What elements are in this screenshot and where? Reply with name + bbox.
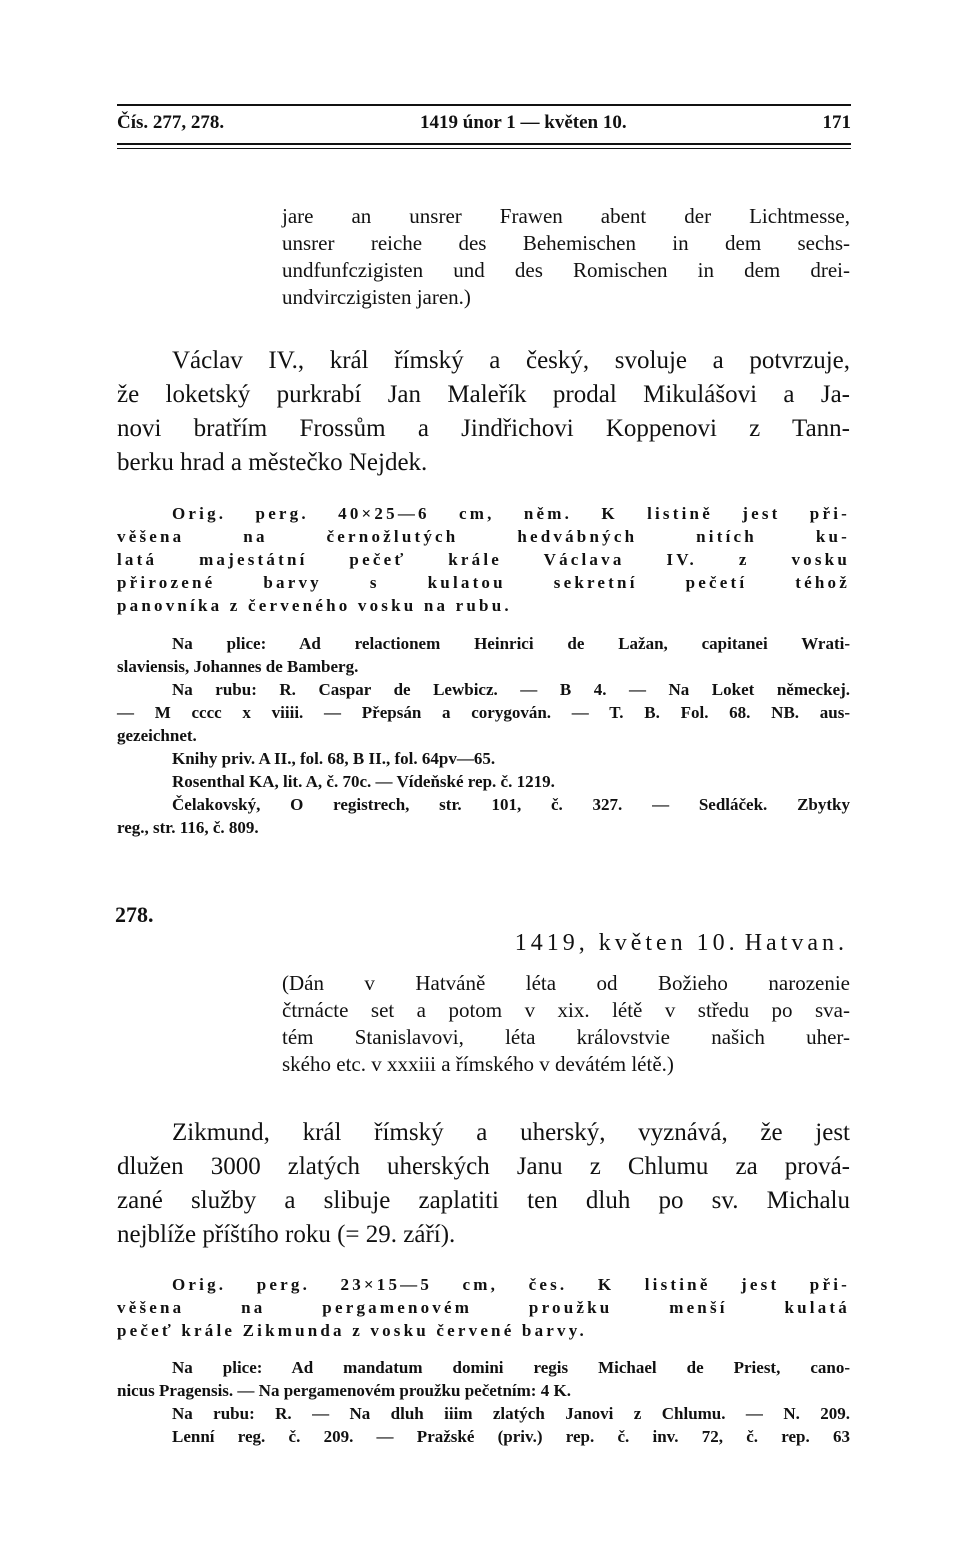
doc277-dating-clause bbox=[282, 203, 850, 311]
text-line: věšena na pergamenovém proužku menší kulatá bbox=[117, 1298, 850, 1317]
text-line: pečeť krále Zikmunda z vosku červené barvy. bbox=[117, 1321, 587, 1340]
doc278-date: 1419, květen 10. bbox=[514, 930, 739, 956]
doc278-dating-clause bbox=[282, 970, 850, 1078]
text-line: Orig. perg. 40×25—6 cm, něm. K listině jest při- bbox=[172, 504, 850, 523]
running-head-date-range: 1419 únor 1 — květen 10. bbox=[420, 112, 627, 133]
text-line: Na rubu: R. — Na dluh iiim zlatých Janovi z Chlumu. — N. 209. bbox=[172, 1404, 850, 1423]
text-line: Na plice: Ad mandatum domini regis Michael de Priest, cano- bbox=[172, 1358, 850, 1377]
text-line: — M cccc x viiii. — Přepsán a corygován. — T. B. Fol. 68. NB. aus- bbox=[117, 703, 850, 722]
text-line: zané služby a slibuje zaplatiti ten dluh po sv. Michalu bbox=[117, 1187, 850, 1214]
text-line: věšena na černožlutých hedvábných nitích ku- bbox=[117, 527, 850, 546]
text-line: undfunfczigisten und des Romischen in dem drei- bbox=[282, 258, 850, 282]
text-line: undvirczigisten jaren.) bbox=[282, 285, 471, 309]
text-line: přirozené barvy s kulatou sekretní pečetí téhož bbox=[117, 573, 850, 592]
doc278-regest bbox=[117, 1116, 850, 1252]
text-line: Na plice: Ad relactionem Heinrici de Lažan, capitanei Wrati- bbox=[172, 634, 850, 653]
doc277-original-description bbox=[117, 502, 850, 617]
text-line: Lenní reg. č. 209. — Pražské (priv.) rep. č. inv. 72, č. rep. 63 bbox=[172, 1427, 850, 1446]
text-line: (Dán v Hatváně léta od Božieho narozenie bbox=[282, 971, 850, 995]
text-line: novi bratřím Frossům a Jindřichovi Koppenovi z Tann- bbox=[117, 415, 850, 442]
text-line: unsrer reiche des Behemischen in dem sechs- bbox=[282, 231, 850, 255]
text-line: Orig. perg. 23×15—5 cm, čes. K listině jest při- bbox=[172, 1275, 850, 1294]
header-top-rule bbox=[117, 104, 851, 106]
page-number: 171 bbox=[822, 112, 851, 133]
doc277-regest bbox=[117, 344, 850, 480]
doc278-number: 278. bbox=[115, 902, 154, 927]
text-line: Václav IV., král římský a český, svoluje a potvrzuje, bbox=[172, 347, 850, 374]
doc278-notes bbox=[117, 1356, 850, 1448]
running-head bbox=[117, 112, 851, 134]
text-line: Na rubu: R. Caspar de Lewbicz. — B 4. — Na Loket německej. bbox=[172, 680, 850, 699]
text-line: jare an unsrer Frawen abent der Lichtmesse, bbox=[282, 204, 850, 228]
text-line: Knihy priv. A II., fol. 68, B II., fol. 64pv—65. bbox=[172, 749, 496, 768]
text-line: gezeichnet. bbox=[117, 726, 197, 745]
text-line: panovníka z červeného vosku na rubu. bbox=[117, 596, 512, 615]
text-line: dlužen 3000 zlatých uherských Janu z Chlumu za prová- bbox=[117, 1153, 850, 1180]
doc278-dateline bbox=[515, 930, 848, 957]
text-line: Zikmund, král římský a uherský, vyznává, že jest bbox=[172, 1119, 850, 1146]
text-line: berku hrad a městečko Nejdek. bbox=[117, 449, 428, 476]
doc277-notes bbox=[117, 632, 850, 839]
running-head-doc-numbers: Čís. 277, 278. bbox=[117, 112, 225, 133]
text-line: nejblíže příštího roku (= 29. září). bbox=[117, 1221, 456, 1248]
header-rule bbox=[117, 143, 851, 145]
doc278-place: Hatvan. bbox=[744, 930, 848, 956]
header-rule-thin bbox=[117, 148, 851, 149]
doc278-original-description bbox=[117, 1273, 850, 1342]
text-line: že loketský purkrabí Jan Maleřík prodal Mikulášovi a Ja- bbox=[117, 381, 850, 408]
text-line: Čelakovský, O registrech, str. 101, č. 327. — Sedláček. Zbytky bbox=[172, 795, 850, 814]
text-line: tém Stanislavovi, léta královstvie našich uher- bbox=[282, 1025, 850, 1049]
text-line: nicus Pragensis. — Na pergamenovém proužku pečetním: 4 K. bbox=[117, 1381, 571, 1400]
text-line: ského etc. v xxxiii a římského v devátém létě.) bbox=[282, 1052, 674, 1076]
text-line: slaviensis, Johannes de Bamberg. bbox=[117, 657, 359, 676]
text-line: Rosenthal KA, lit. A, č. 70c. — Vídeňské rep. č. 1219. bbox=[172, 772, 555, 791]
text-line: latá majestátní pečeť krále Václava IV. z vosku bbox=[117, 550, 850, 569]
text-line: čtrnácte set a potom v xix. létě v středu po sva- bbox=[282, 998, 850, 1022]
text-line: reg., str. 116, č. 809. bbox=[117, 818, 259, 837]
